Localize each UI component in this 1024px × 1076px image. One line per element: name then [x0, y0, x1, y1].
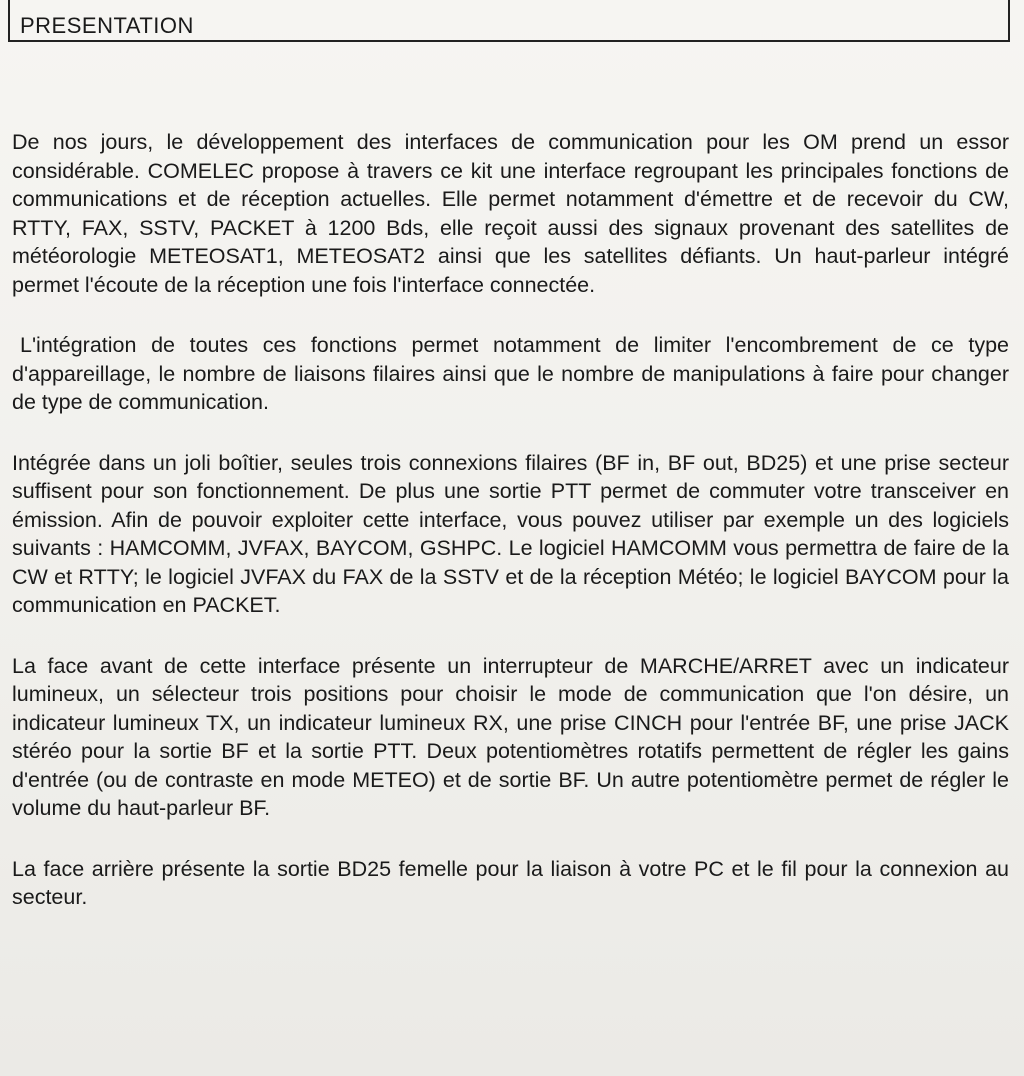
- section-header-box: [8, 0, 1010, 42]
- paragraph-intro: De nos jours, le développement des interfaces de communication pour les OM prend un essor considérable. COMELEC propose à travers ce kit une interface regroupant les principales fonctions de communications et de réception actuelles. Elle permet notamment d'émettre et de recevoir du CW, RTTY, FAX, SSTV, PACKET à 1200 Bds, elle reçoit aussi des signaux provenant des satellites de météorologie METEOSAT1, METEOSAT2 ainsi que les satellites défiants. Un haut-parleur intégré permet l'écoute de la réception une fois l'interface connectée.: [12, 130, 1009, 297]
- paragraph-integration: L'intégration de toutes ces fonctions permet notamment de limiter l'encombrement de ce type d'appareillage, le nombre de liaisons filaires ainsi que le nombre de manipulations à faire pour changer de type de communication.: [12, 333, 1009, 414]
- paragraph-connections: Intégrée dans un joli boîtier, seules trois connexions filaires (BF in, BF out, BD25) et une prise secteur suffisent pour son fonctionnement. De plus une sortie PTT permet de commuter votre transceiver en émission. Afin de pouvoir exploiter cette interface, vous pouvez utiliser par exemple un des logiciels suivants : HAMCOMM, JVFAX, BAYCOM, GSHPC. Le logiciel HAMCOMM vous permettra de faire de la CW et RTTY; le logiciel JVFAX du FAX de la SSTV et de la réception Météo; le logiciel BAYCOM pour la communication en PACKET.: [12, 450, 1009, 617]
- paragraph-rear-panel: La face arrière présente la sortie BD25 femelle pour la liaison à votre PC et le fil pour la connexion au secteur.: [12, 856, 1009, 909]
- section-title: PRESENTATION: [20, 13, 194, 38]
- document-body: [12, 128, 1009, 944]
- paragraph-front-panel: La face avant de cette interface présente un interrupteur de MARCHE/ARRET avec un indicateur lumineux, un sélecteur trois positions pour choisir le mode de communication que l'on désire, un indicateur lumineux TX, un indicateur lumineux RX, une prise CINCH pour l'entrée BF, une prise JACK stéréo pour la sortie BF et la sortie PTT. Deux potentiomètres rotatifs permettent de régler les gains d'entrée (ou de contraste en mode METEO) et de sortie BF. Un autre potentiomètre permet de régler le volume du haut-parleur BF.: [12, 653, 1009, 820]
